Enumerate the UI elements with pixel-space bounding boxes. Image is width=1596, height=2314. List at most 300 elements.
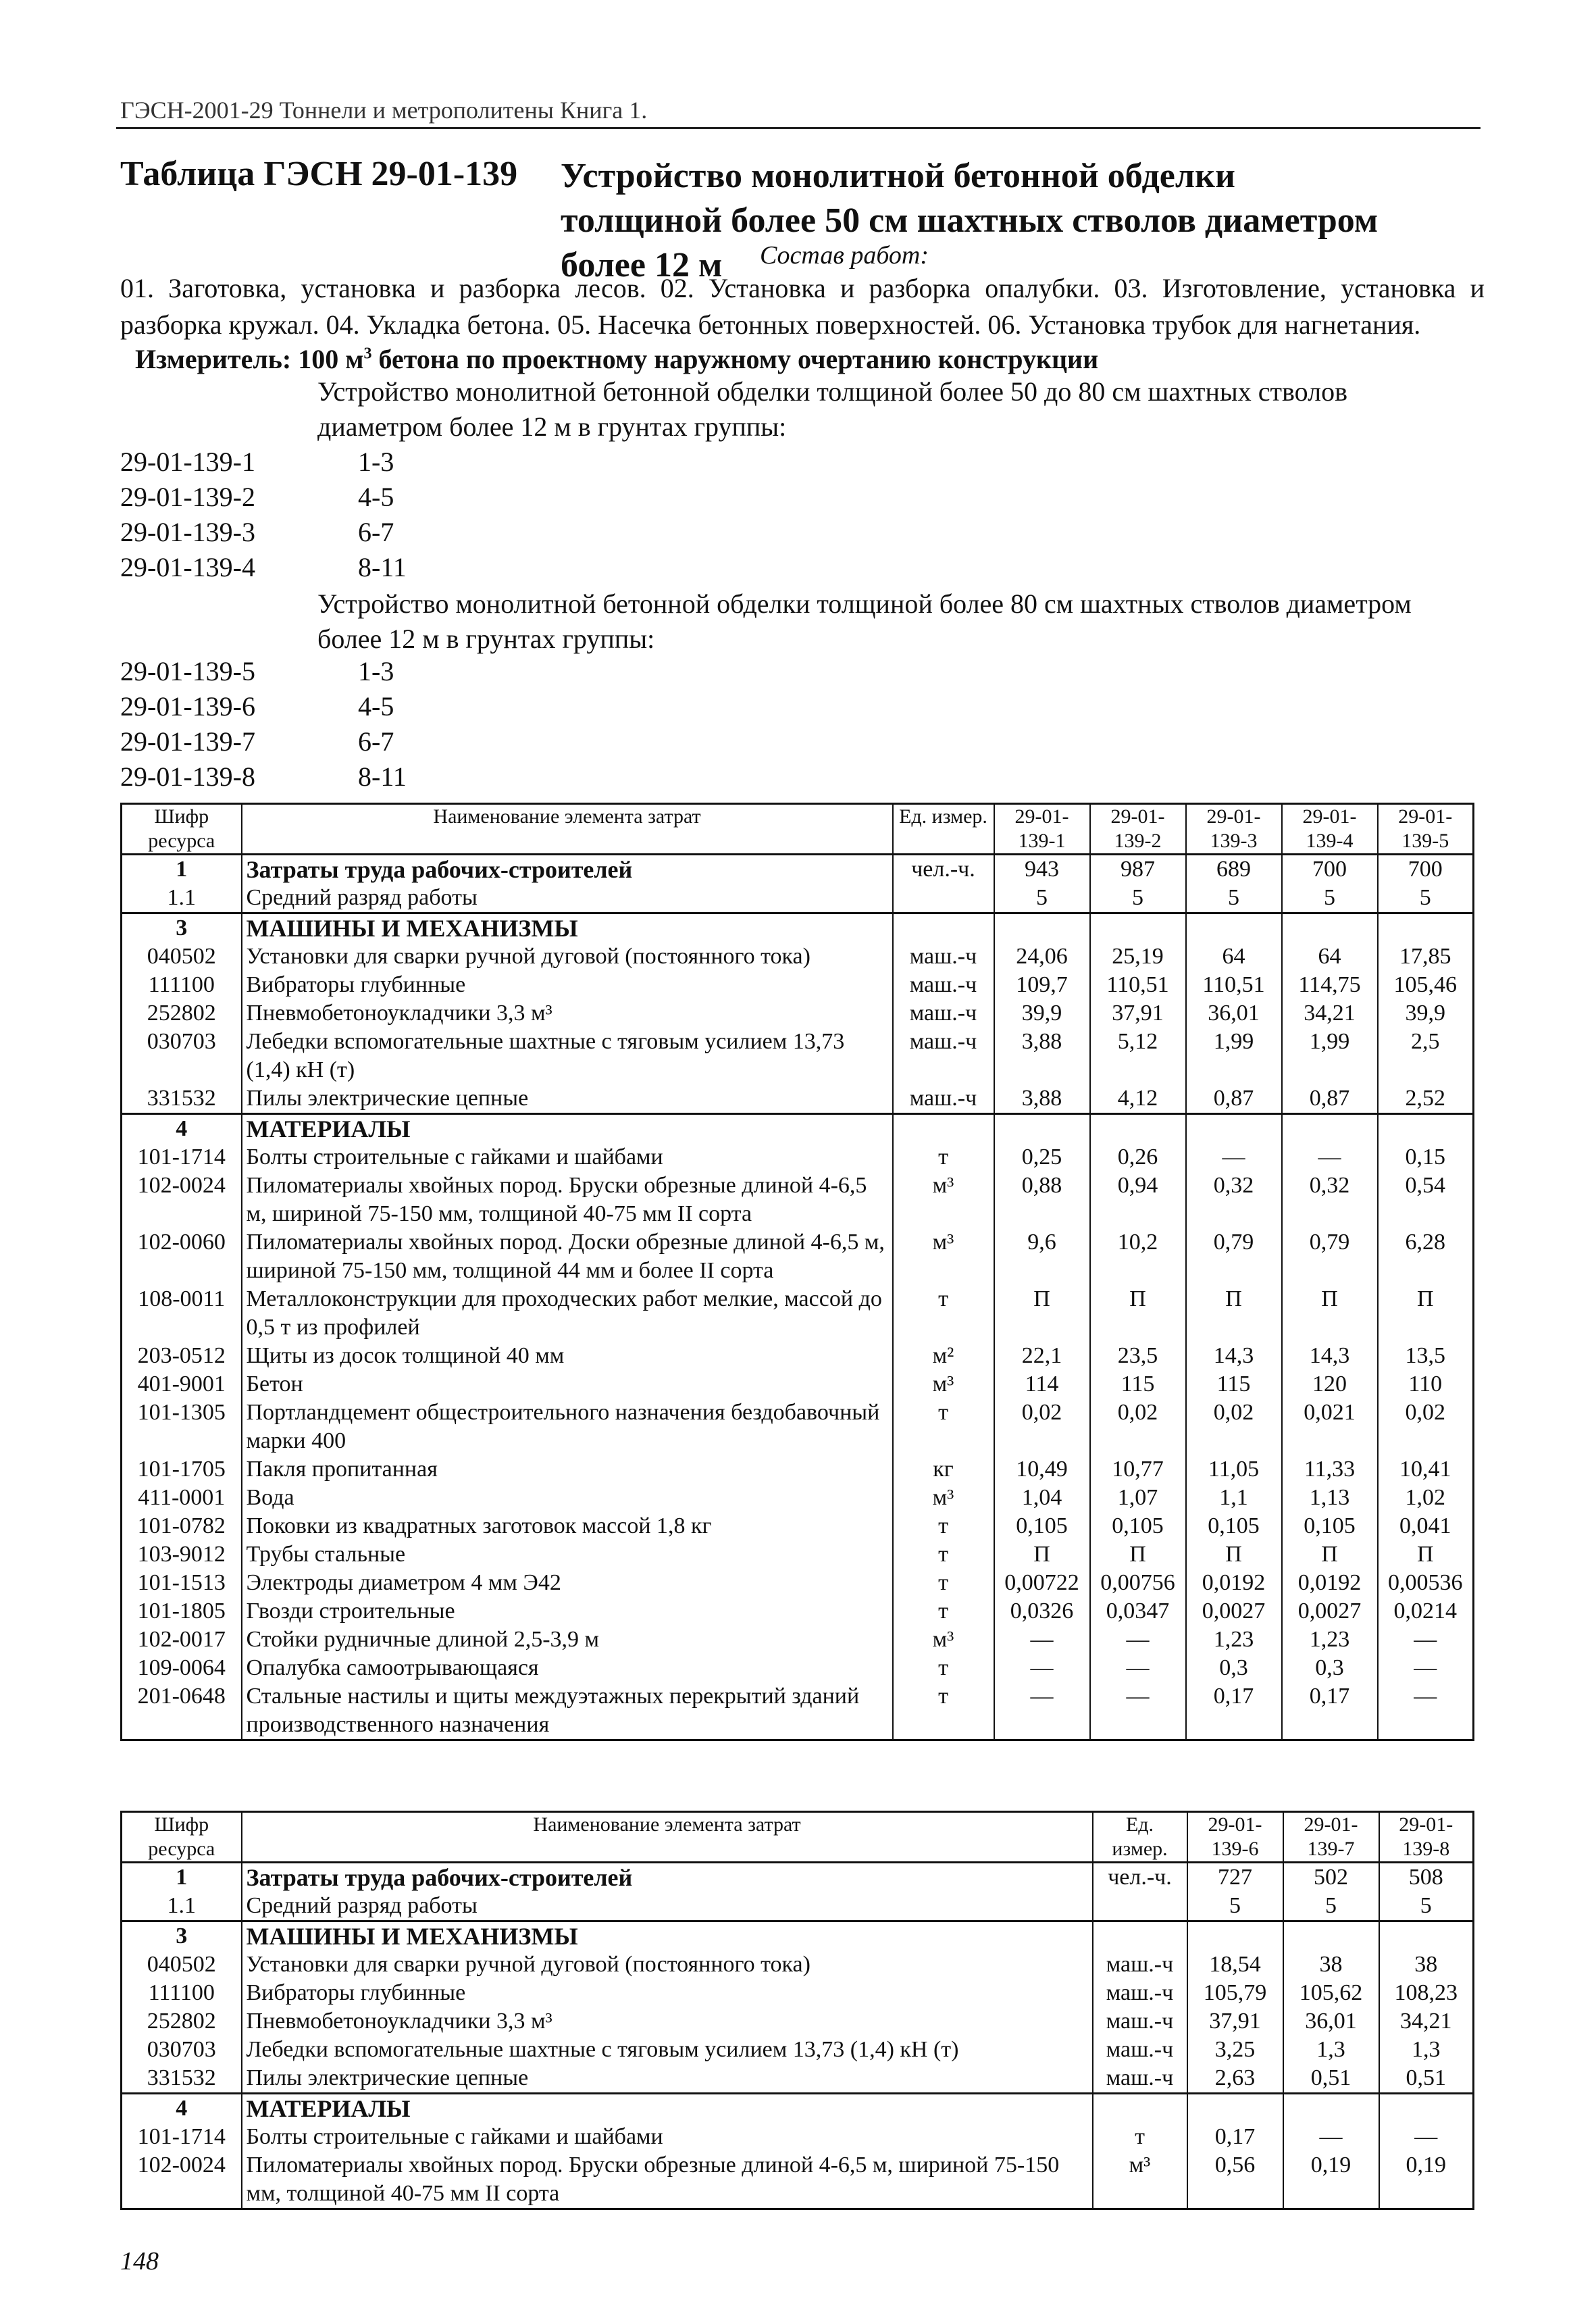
group1-code: 29-01-139-1 <box>120 447 255 477</box>
norm-value: — <box>994 1626 1090 1654</box>
norm-value: 0,79 <box>1282 1228 1378 1285</box>
unit: т <box>893 1285 994 1342</box>
resource-code: 101-1705 <box>122 1455 242 1484</box>
unit <box>1093 2094 1187 2123</box>
norm-value <box>1282 1114 1378 1144</box>
norm-value: 700 <box>1378 855 1474 884</box>
norm-value: 5 <box>994 884 1090 913</box>
norm-value: 0,19 <box>1379 2151 1474 2209</box>
cost-element-name: Установки для сварки ручной дуговой (постоянного тока) <box>242 942 893 971</box>
norm-value: 10,77 <box>1090 1455 1186 1484</box>
unit: т <box>893 1654 994 1682</box>
table-row <box>122 2123 1474 2151</box>
cost-table-2 <box>120 1811 1474 2210</box>
measure-sup: 3 <box>363 345 372 363</box>
norm-value: 2,5 <box>1378 1028 1474 1084</box>
norm-value: 0,17 <box>1187 2123 1283 2151</box>
norm-value: 0,105 <box>994 1512 1090 1540</box>
cost-element-name: Средний разряд работы <box>242 1892 1093 1921</box>
cost-element-name: Трубы стальные <box>242 1540 893 1569</box>
norm-value: 13,5 <box>1378 1342 1474 1370</box>
table-row <box>122 1921 1474 1951</box>
group2-value: 8-11 <box>358 761 407 792</box>
resource-code: 201-0648 <box>122 1682 242 1740</box>
norm-value: 115 <box>1186 1370 1282 1399</box>
norm-value: 22,1 <box>994 1342 1090 1370</box>
norm-value: — <box>1378 1626 1474 1654</box>
table-row <box>122 1143 1474 1172</box>
column-header: Ед. измер. <box>1093 1812 1187 1863</box>
group2-description: Устройство монолитной бетонной обделки толщиной более 80 см шахтных стволов диаметром более 12 м в грунтах группы: <box>317 588 1412 654</box>
unit <box>893 1114 994 1144</box>
resource-code: 411-0001 <box>122 1484 242 1512</box>
norm-value <box>994 1114 1090 1144</box>
unit: м³ <box>893 1228 994 1285</box>
cost-element-name: Поковки из квадратных заготовок массой 1,8 кг <box>242 1512 893 1540</box>
norm-value <box>1378 1114 1474 1144</box>
unit <box>1093 1892 1187 1921</box>
table-row <box>122 1172 1474 1228</box>
norm-value: 0,105 <box>1090 1512 1186 1540</box>
group2-code: 29-01-139-7 <box>120 726 255 757</box>
norm-value: 110,51 <box>1090 971 1186 999</box>
norm-value: 0,0214 <box>1378 1597 1474 1626</box>
norm-value: 0,94 <box>1090 1172 1186 1228</box>
resource-code: 4 <box>122 2094 242 2123</box>
norm-value: 0,32 <box>1282 1172 1378 1228</box>
unit: т <box>893 1143 994 1172</box>
norm-value: 10,49 <box>994 1455 1090 1484</box>
norm-value <box>1378 913 1474 943</box>
norm-value: — <box>1379 2123 1474 2151</box>
column-header: 29-01-139-2 <box>1090 804 1186 855</box>
norm-value: 115 <box>1090 1370 1186 1399</box>
table-row <box>122 1342 1474 1370</box>
norm-value: 727 <box>1187 1863 1283 1892</box>
norm-value: П <box>1378 1540 1474 1569</box>
norm-value: 1,1 <box>1186 1484 1282 1512</box>
resource-code: 252802 <box>122 2007 242 2036</box>
norm-value: 1,23 <box>1282 1626 1378 1654</box>
table-row <box>122 2064 1474 2094</box>
norm-value: 9,6 <box>994 1228 1090 1285</box>
norm-value: 37,91 <box>1187 2007 1283 2036</box>
norm-value: 39,9 <box>1378 999 1474 1028</box>
norm-value: 508 <box>1379 1863 1474 1892</box>
norm-value: 0,105 <box>1282 1512 1378 1540</box>
measure-prefix: Измеритель: 100 м <box>135 344 364 374</box>
norm-value: 3,88 <box>994 1028 1090 1084</box>
norm-value: 3,25 <box>1187 2036 1283 2064</box>
resource-code: 101-1714 <box>122 1143 242 1172</box>
unit: чел.-ч. <box>893 855 994 884</box>
norm-value <box>1282 913 1378 943</box>
resource-code: 111100 <box>122 971 242 999</box>
cost-element-name: Электроды диаметром 4 мм Э42 <box>242 1569 893 1597</box>
norm-value: П <box>1090 1540 1186 1569</box>
norm-value: 987 <box>1090 855 1186 884</box>
norm-value: 0,17 <box>1186 1682 1282 1740</box>
norm-value: — <box>994 1654 1090 1682</box>
norm-value: 0,021 <box>1282 1399 1378 1455</box>
norm-value: 0,02 <box>1090 1399 1186 1455</box>
resource-code: 101-1714 <box>122 2123 242 2151</box>
measure-unit <box>135 343 1098 375</box>
norm-value: 5 <box>1379 1892 1474 1921</box>
resource-code: 331532 <box>122 2064 242 2094</box>
norm-value: 64 <box>1186 942 1282 971</box>
norm-value: 943 <box>994 855 1090 884</box>
cost-element-name: Болты строительные с гайками и шайбами <box>242 2123 1093 2151</box>
column-header: 29-01-139-4 <box>1282 804 1378 855</box>
table-row <box>122 1285 1474 1342</box>
resource-code: 401-9001 <box>122 1370 242 1399</box>
table-row <box>122 2151 1474 2209</box>
unit <box>1093 1921 1187 1951</box>
cost-table-1 <box>120 803 1474 1741</box>
group2-code: 29-01-139-8 <box>120 761 255 792</box>
norm-value: 108,23 <box>1379 1979 1474 2007</box>
table-row <box>122 1863 1474 1892</box>
table-row <box>122 942 1474 971</box>
resource-code: 101-1805 <box>122 1597 242 1626</box>
norm-value <box>1187 1921 1283 1951</box>
norm-value: 1,99 <box>1186 1028 1282 1084</box>
norm-value: 1,3 <box>1379 2036 1474 2064</box>
norm-value: П <box>1282 1285 1378 1342</box>
group2-value: 6-7 <box>358 726 394 757</box>
resource-code: 102-0060 <box>122 1228 242 1285</box>
column-header: 29-01-139-7 <box>1283 1812 1379 1863</box>
cost-element-name: Пиломатериалы хвойных пород. Бруски обрезные длиной 4-6,5 м, шириной 75-150 мм, толщиной 40-75 мм II сорта <box>242 1172 893 1228</box>
norm-value: 17,85 <box>1378 942 1474 971</box>
norm-value: П <box>1378 1285 1474 1342</box>
unit: т <box>893 1399 994 1455</box>
work-subtitle: Состав работ: <box>759 241 929 270</box>
unit: м² <box>893 1342 994 1370</box>
resource-code: 331532 <box>122 1084 242 1114</box>
norm-value: 2,52 <box>1378 1084 1474 1114</box>
resource-code: 102-0017 <box>122 1626 242 1654</box>
norm-value: 0,88 <box>994 1172 1090 1228</box>
table-title: Устройство монолитной бетонной обделки толщиной более 50 см шахтных стволов диаметром более 12 м <box>561 157 1379 284</box>
resource-code: 109-0064 <box>122 1654 242 1682</box>
norm-value: 1,04 <box>994 1484 1090 1512</box>
norm-value: 110 <box>1378 1370 1474 1399</box>
cost-element-name: МАТЕРИАЛЫ <box>242 2094 1093 2123</box>
resource-code: 101-1513 <box>122 1569 242 1597</box>
norm-value: 1,07 <box>1090 1484 1186 1512</box>
norm-value <box>1379 2094 1474 2123</box>
norm-value: 0,041 <box>1378 1512 1474 1540</box>
unit: кг <box>893 1455 994 1484</box>
table-row <box>122 1114 1474 1144</box>
resource-code: 3 <box>122 1921 242 1951</box>
resource-code: 108-0011 <box>122 1285 242 1342</box>
table-row <box>122 884 1474 913</box>
table-header-row <box>122 804 1474 855</box>
norm-value: 109,7 <box>994 971 1090 999</box>
table-row <box>122 855 1474 884</box>
norm-value: 0,00756 <box>1090 1569 1186 1597</box>
table-row <box>122 1484 1474 1512</box>
norm-value: 5 <box>1283 1892 1379 1921</box>
cost-element-name: Пиломатериалы хвойных пород. Бруски обрезные длиной 4-6,5 м, шириной 75-150 мм, толщиной 40-75 мм II сорта <box>242 2151 1093 2209</box>
norm-value: 2,63 <box>1187 2064 1283 2094</box>
cost-element-name: МАТЕРИАЛЫ <box>242 1114 893 1144</box>
cost-element-name: Лебедки вспомогательные шахтные с тяговым усилием 13,73 (1,4) кН (т) <box>242 2036 1093 2064</box>
norm-value: 18,54 <box>1187 1951 1283 1979</box>
cost-element-name: Средний разряд работы <box>242 884 893 913</box>
cost-element-name: Затраты труда рабочих-строителей <box>242 855 893 884</box>
resource-code: 111100 <box>122 1979 242 2007</box>
norm-value <box>1283 1921 1379 1951</box>
cost-element-name: Пневмобетоноукладчики 3,3 м³ <box>242 999 893 1028</box>
unit: маш.-ч <box>1093 1979 1187 2007</box>
column-header: 29-01-139-1 <box>994 804 1090 855</box>
resource-code: 3 <box>122 913 242 943</box>
table-row <box>122 1084 1474 1114</box>
unit: маш.-ч <box>893 999 994 1028</box>
norm-value: 0,00722 <box>994 1569 1090 1597</box>
norm-value: 0,79 <box>1186 1228 1282 1285</box>
unit: т <box>1093 2123 1187 2151</box>
cost-element-name: Портландцемент общестроительного назначения бездобавочный марки 400 <box>242 1399 893 1455</box>
norm-value: 0,26 <box>1090 1143 1186 1172</box>
table-row <box>122 1979 1474 2007</box>
norm-value: 0,3 <box>1282 1654 1378 1682</box>
norm-value: 11,33 <box>1282 1455 1378 1484</box>
norm-value: 110,51 <box>1186 971 1282 999</box>
norm-value: 0,3 <box>1186 1654 1282 1682</box>
norm-value: 4,12 <box>1090 1084 1186 1114</box>
norm-value: 689 <box>1186 855 1282 884</box>
norm-value: 0,0192 <box>1186 1569 1282 1597</box>
norm-value: 39,9 <box>994 999 1090 1028</box>
unit: т <box>893 1540 994 1569</box>
table-row <box>122 1682 1474 1740</box>
resource-code: 103-9012 <box>122 1540 242 1569</box>
group1-code: 29-01-139-4 <box>120 552 255 582</box>
unit: маш.-ч <box>893 1084 994 1114</box>
norm-value: 0,87 <box>1282 1084 1378 1114</box>
norm-value: 38 <box>1283 1951 1379 1979</box>
norm-value: 105,46 <box>1378 971 1474 999</box>
table-row <box>122 2094 1474 2123</box>
norm-value: 23,5 <box>1090 1342 1186 1370</box>
norm-value: — <box>1090 1626 1186 1654</box>
norm-value: 0,0027 <box>1282 1597 1378 1626</box>
cost-element-name: Бетон <box>242 1370 893 1399</box>
norm-value: 114 <box>994 1370 1090 1399</box>
cost-element-name: Затраты труда рабочих-строителей <box>242 1863 1093 1892</box>
norm-value: П <box>1282 1540 1378 1569</box>
cost-element-name: Пилы электрические цепные <box>242 2064 1093 2094</box>
unit: маш.-ч <box>1093 1951 1187 1979</box>
norm-value: 120 <box>1282 1370 1378 1399</box>
column-header: Ед. измер. <box>893 804 994 855</box>
resource-code: 101-1305 <box>122 1399 242 1455</box>
column-header: Шифр ресурса <box>122 1812 242 1863</box>
norm-value <box>1283 2094 1379 2123</box>
cost-element-name: Опалубка самоотрывающаяся <box>242 1654 893 1682</box>
cost-element-name: Установки для сварки ручной дуговой (постоянного тока) <box>242 1951 1093 1979</box>
column-header: 29-01-139-3 <box>1186 804 1282 855</box>
column-header: 29-01-139-8 <box>1379 1812 1474 1863</box>
unit: м³ <box>893 1484 994 1512</box>
resource-code: 1.1 <box>122 1892 242 1921</box>
norm-value: 0,32 <box>1186 1172 1282 1228</box>
cost-element-name: Металлоконструкции для проходческих работ мелкие, массой до 0,5 т из профилей <box>242 1285 893 1342</box>
norm-value: 37,91 <box>1090 999 1186 1028</box>
table-row <box>122 1228 1474 1285</box>
table-row <box>122 2007 1474 2036</box>
norm-value: 0,19 <box>1283 2151 1379 2209</box>
unit: м³ <box>893 1626 994 1654</box>
norm-value: 64 <box>1282 942 1378 971</box>
norm-value: 0,0192 <box>1282 1569 1378 1597</box>
cost-element-name: Пневмобетоноукладчики 3,3 м³ <box>242 2007 1093 2036</box>
unit: т <box>893 1512 994 1540</box>
header-rule <box>116 127 1481 129</box>
resource-code: 1.1 <box>122 884 242 913</box>
unit: маш.-ч <box>893 971 994 999</box>
resource-code: 040502 <box>122 1951 242 1979</box>
table-row <box>122 1455 1474 1484</box>
column-header: Наименование элемента затрат <box>242 804 893 855</box>
unit: маш.-ч <box>893 942 994 971</box>
norm-value: 5 <box>1186 884 1282 913</box>
group1-code: 29-01-139-3 <box>120 517 255 547</box>
column-header: Шифр ресурса <box>122 804 242 855</box>
norm-value: 14,3 <box>1282 1342 1378 1370</box>
norm-value <box>1090 913 1186 943</box>
table-row <box>122 971 1474 999</box>
cost-element-name: Пилы электрические цепные <box>242 1084 893 1114</box>
norm-value: 1,23 <box>1186 1626 1282 1654</box>
resource-code: 4 <box>122 1114 242 1144</box>
norm-value: 0,54 <box>1378 1172 1474 1228</box>
norm-value: П <box>1090 1285 1186 1342</box>
unit: маш.-ч <box>1093 2064 1187 2094</box>
table-row <box>122 1654 1474 1682</box>
table-row <box>122 1540 1474 1569</box>
norm-value: 11,05 <box>1186 1455 1282 1484</box>
norm-value: 14,3 <box>1186 1342 1282 1370</box>
norm-value: 10,2 <box>1090 1228 1186 1285</box>
group1-value: 4-5 <box>358 482 394 512</box>
resource-code: 102-0024 <box>122 1172 242 1228</box>
norm-value: 38 <box>1379 1951 1474 1979</box>
norm-value: 0,51 <box>1283 2064 1379 2094</box>
table-row <box>122 1597 1474 1626</box>
group1-value: 6-7 <box>358 517 394 547</box>
column-header: Наименование элемента затрат <box>242 1812 1093 1863</box>
norm-value: 36,01 <box>1186 999 1282 1028</box>
norm-value: 0,51 <box>1379 2064 1474 2094</box>
measure-suffix: бетона по проектному наружному очертанию конструкции <box>371 344 1099 374</box>
cost-element-name: МАШИНЫ И МЕХАНИЗМЫ <box>242 913 893 943</box>
norm-value: 36,01 <box>1283 2007 1379 2036</box>
resource-code: 252802 <box>122 999 242 1028</box>
unit: маш.-ч <box>893 1028 994 1084</box>
resource-code: 030703 <box>122 2036 242 2064</box>
unit: маш.-ч <box>1093 2007 1187 2036</box>
norm-value: 0,02 <box>994 1399 1090 1455</box>
norm-value: — <box>994 1682 1090 1740</box>
resource-code: 040502 <box>122 942 242 971</box>
norm-value: 105,62 <box>1283 1979 1379 2007</box>
norm-value: — <box>1090 1654 1186 1682</box>
norm-value: 1,3 <box>1283 2036 1379 2064</box>
norm-value: 502 <box>1283 1863 1379 1892</box>
norm-value: 114,75 <box>1282 971 1378 999</box>
table-row <box>122 999 1474 1028</box>
table-header-row <box>122 1812 1474 1863</box>
norm-value: — <box>1090 1682 1186 1740</box>
unit <box>893 913 994 943</box>
group2-code: 29-01-139-6 <box>120 691 255 722</box>
cost-element-name: Стойки рудничные длиной 2,5-3,9 м <box>242 1626 893 1654</box>
unit: м³ <box>893 1172 994 1228</box>
norm-value: П <box>1186 1285 1282 1342</box>
norm-value: 0,15 <box>1378 1143 1474 1172</box>
norm-value: 5 <box>1378 884 1474 913</box>
group1-code: 29-01-139-2 <box>120 482 255 512</box>
norm-value: 10,41 <box>1378 1455 1474 1484</box>
table-row <box>122 1399 1474 1455</box>
table-row <box>122 2036 1474 2064</box>
cost-element-name: Пиломатериалы хвойных пород. Доски обрезные длиной 4-6,5 м, шириной 75-150 мм, толщиной 44 мм и более II сорта <box>242 1228 893 1285</box>
unit: т <box>893 1569 994 1597</box>
norm-value: 0,00536 <box>1378 1569 1474 1597</box>
resource-code: 203-0512 <box>122 1342 242 1370</box>
norm-value: 105,79 <box>1187 1979 1283 2007</box>
column-header: 29-01-139-5 <box>1378 804 1474 855</box>
norm-value: 0,0326 <box>994 1597 1090 1626</box>
group2-value: 4-5 <box>358 691 394 722</box>
norm-value: 1,02 <box>1378 1484 1474 1512</box>
cost-element-name: Щиты из досок толщиной 40 мм <box>242 1342 893 1370</box>
norm-value: 34,21 <box>1282 999 1378 1028</box>
norm-value: 0,0027 <box>1186 1597 1282 1626</box>
norm-value: 0,105 <box>1186 1512 1282 1540</box>
table-row <box>122 1892 1474 1921</box>
norm-value: 0,56 <box>1187 2151 1283 2209</box>
norm-value: 5 <box>1282 884 1378 913</box>
norm-value: 0,25 <box>994 1143 1090 1172</box>
norm-value: — <box>1378 1682 1474 1740</box>
norm-value: 0,87 <box>1186 1084 1282 1114</box>
table-row <box>122 1028 1474 1084</box>
group1-value: 8-11 <box>358 552 407 582</box>
norm-value: 0,02 <box>1378 1399 1474 1455</box>
group2-value: 1-3 <box>358 656 394 686</box>
unit: м³ <box>893 1370 994 1399</box>
unit: чел.-ч. <box>1093 1863 1187 1892</box>
norm-value <box>994 913 1090 943</box>
table-row <box>122 1569 1474 1597</box>
unit: маш.-ч <box>1093 2036 1187 2064</box>
page-number: 148 <box>120 2247 159 2275</box>
unit <box>893 884 994 913</box>
norm-value: П <box>994 1540 1090 1569</box>
cost-element-name: Вода <box>242 1484 893 1512</box>
norm-value <box>1090 1114 1186 1144</box>
norm-value: 0,0347 <box>1090 1597 1186 1626</box>
cost-element-name: Стальные настилы и щиты междуэтажных перекрытий зданий производственного назначения <box>242 1682 893 1740</box>
norm-value: — <box>1186 1143 1282 1172</box>
